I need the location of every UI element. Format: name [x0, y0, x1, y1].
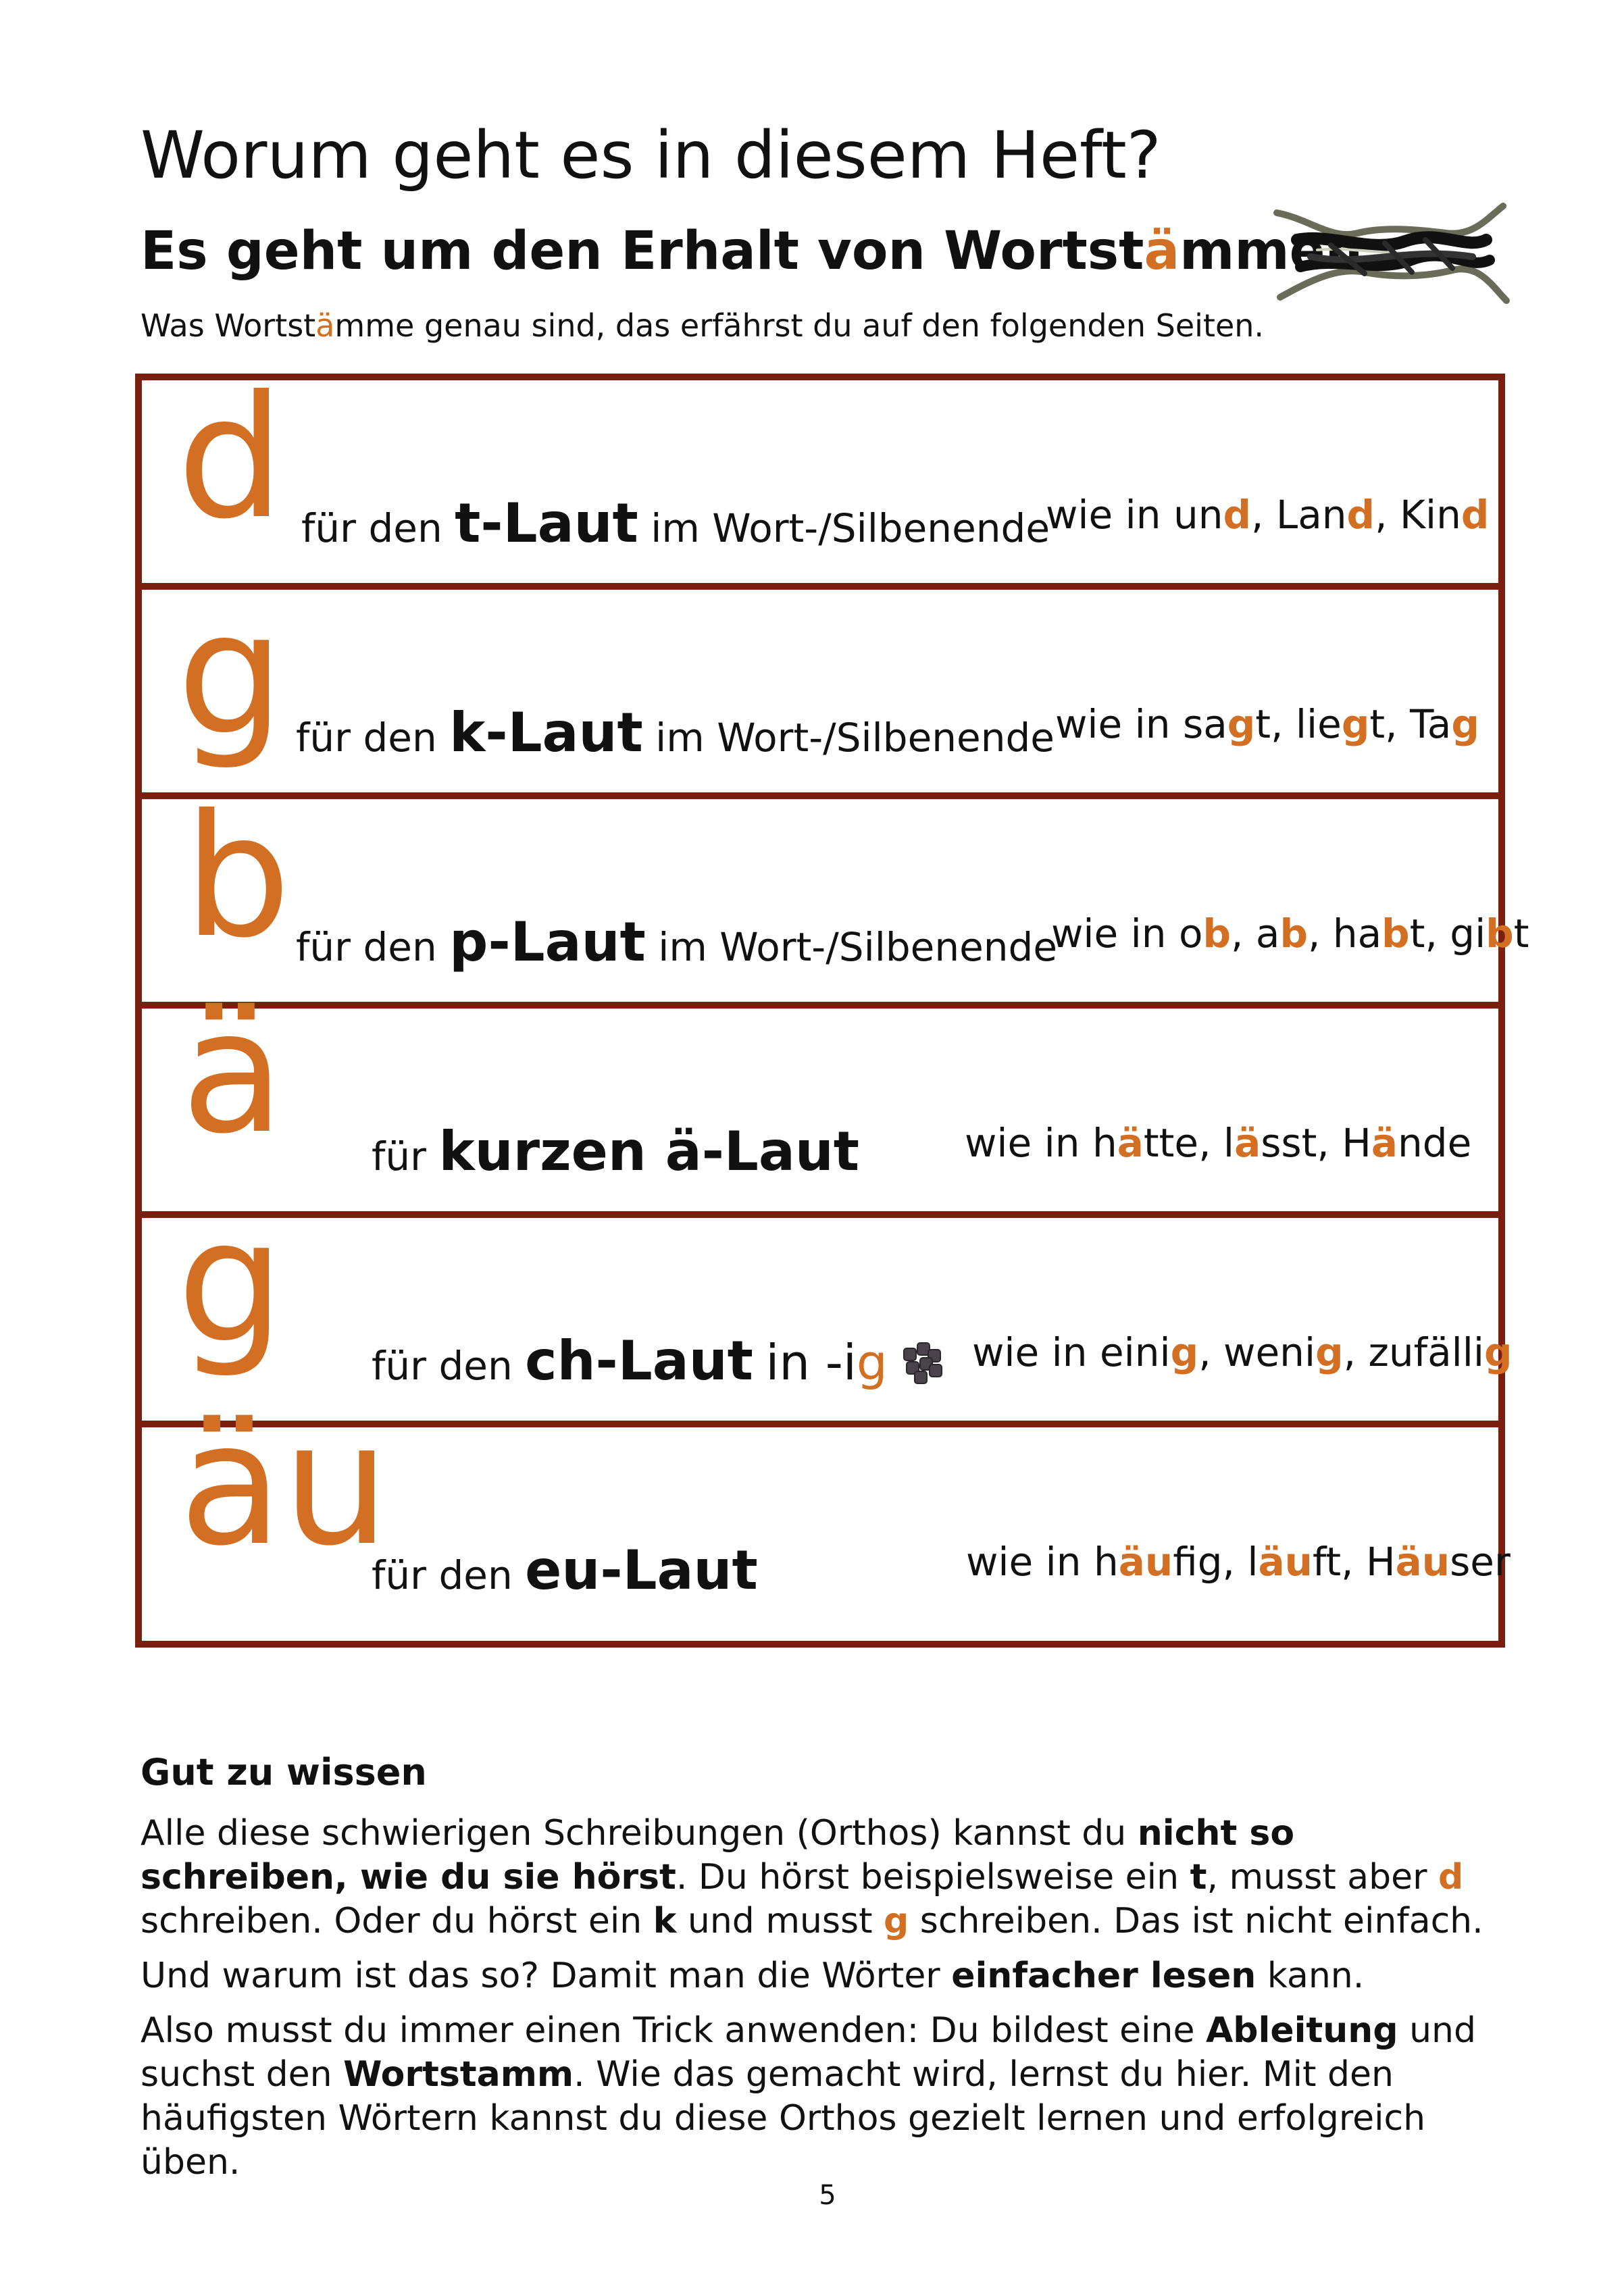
example-word-end: tte: [1143, 1120, 1199, 1166]
example-word-end: t: [1369, 701, 1386, 747]
rule-row: [142, 778, 1529, 1009]
example-word-start: , H: [1341, 1539, 1396, 1585]
example-highlight: b: [1202, 911, 1232, 957]
example-highlight: b: [1279, 911, 1308, 957]
p2-text-c: kann.: [1256, 1955, 1365, 1996]
example-highlight: äu: [1258, 1539, 1313, 1585]
rule-suffix: in -i: [765, 1334, 857, 1391]
subtitle-text-end: mmen.: [1179, 221, 1383, 282]
example-word-end: t: [1513, 911, 1529, 957]
rule-letter: ä: [181, 974, 285, 1171]
example-highlight: d: [1223, 492, 1252, 538]
p1-text-a: Alle diese schwierigen Schreibungen (Orthos) kannst du: [141, 1812, 1138, 1854]
example-highlight: ä: [1234, 1120, 1261, 1166]
p1-text-d: , musst aber: [1207, 1856, 1439, 1898]
example-highlight: d: [1461, 492, 1490, 538]
p2-text-a: Und warum ist das so? Damit man die Wörter: [141, 1955, 952, 1996]
example-word-start: , a: [1231, 911, 1280, 957]
p1-letter-g: g: [884, 1900, 909, 1941]
rule-suffix: im Wort-/Silbenende: [655, 715, 1055, 761]
rule-prefix: für den: [296, 924, 437, 970]
example-word-end: nde: [1398, 1120, 1472, 1166]
info-paragraph-2: [141, 1954, 1505, 1998]
rule-row: [142, 576, 1498, 799]
example-lead: wie in: [1046, 492, 1173, 538]
rules-table: [135, 359, 1529, 1648]
info-paragraph-3: [141, 2009, 1505, 2185]
example-lead: wie in: [966, 1539, 1094, 1585]
example-word-start: , l: [1198, 1120, 1235, 1166]
example-lead: wie in: [1055, 701, 1183, 747]
p2-bold-phrase: einfacher lesen: [951, 1955, 1257, 1996]
example-word-end: t: [1255, 701, 1271, 747]
example-highlight: g: [1451, 701, 1479, 747]
rule-description: [301, 492, 1050, 555]
example-word-start: , lie: [1271, 701, 1342, 747]
p1-letter-d: d: [1438, 1856, 1464, 1898]
subtitle-highlight: ä: [1144, 221, 1180, 282]
example-highlight: b: [1381, 911, 1410, 957]
rule-sound: k-Laut: [449, 701, 643, 764]
example-word-start: o: [1178, 911, 1203, 957]
example-word-start: , Ta: [1385, 701, 1452, 747]
example-lead: wie in: [972, 1329, 1100, 1375]
info-paragraph-1: [141, 1812, 1505, 1943]
rule-example: [972, 1329, 1513, 1375]
example-lead: wie in: [965, 1120, 1092, 1166]
example-word-start: , zufälli: [1343, 1329, 1484, 1375]
example-highlight: g: [1315, 1329, 1344, 1375]
rule-example: [965, 1120, 1471, 1166]
example-highlight: g: [1483, 1329, 1513, 1375]
p3-bold-ableitung: Ableitung: [1206, 2010, 1398, 2051]
p3-bold-wortstamm: Wortstamm: [343, 2054, 574, 2095]
p1-letter-t: t: [1190, 1856, 1207, 1898]
rule-prefix: für den: [301, 505, 442, 551]
rule-sound: kurzen ä-Laut: [438, 1120, 860, 1183]
rule-sound: ch-Laut: [525, 1329, 753, 1392]
example-highlight: g: [1227, 701, 1256, 747]
rule-example: [1055, 701, 1479, 747]
p1-text-f: und musst: [676, 1900, 884, 1941]
subtitle-text: Es geht um den Erhalt von Wortst: [141, 221, 1144, 282]
info-box: [141, 1750, 1505, 2195]
example-word-start: , H: [1317, 1120, 1371, 1166]
example-highlight: ä: [1117, 1120, 1144, 1166]
p3-text-c: und suchst den: [141, 2010, 1477, 2095]
example-highlight: äu: [1395, 1539, 1450, 1585]
intro-highlight: ä: [315, 307, 335, 344]
example-highlight: ä: [1371, 1120, 1398, 1166]
example-highlight: d: [1346, 492, 1375, 538]
rule-suffix-highlight: g: [856, 1334, 888, 1391]
example-word-start: h: [1092, 1120, 1117, 1166]
rule-description: [372, 1329, 944, 1392]
example-word-start: , Kin: [1375, 492, 1461, 538]
example-highlight: äu: [1118, 1539, 1173, 1585]
rule-description: [296, 701, 1055, 764]
rule-example: [1051, 911, 1529, 957]
rule-example: [1046, 492, 1489, 538]
rule-letter: g: [177, 576, 284, 772]
p1-text-e: schreiben. Oder du hörst ein: [141, 1900, 653, 1941]
rule-row: [142, 974, 1498, 1218]
page-number: 5: [819, 2180, 836, 2211]
rule-prefix: für den: [296, 715, 437, 761]
rule-prefix: für den: [372, 1552, 513, 1598]
example-word-start: un: [1173, 492, 1223, 538]
rule-letter: d: [177, 359, 284, 556]
rule-description: [296, 911, 1057, 973]
rule-row: [142, 1386, 1511, 1637]
page-subtitle: [141, 223, 1383, 281]
rule-letter: äu: [179, 1386, 390, 1583]
p1-text-c: . Du hörst beispielsweise ein: [676, 1856, 1190, 1898]
example-word-start: , Lan: [1251, 492, 1347, 538]
p3-text-d: . Wie das gemacht wird, lernst du hier. Mit den häufigsten Wörtern kannst du diese Orthos gezielt lernen und erfolgreich üben.: [141, 2054, 1426, 2183]
example-word-end: ft: [1312, 1539, 1342, 1585]
example-word-end: t: [1409, 911, 1425, 957]
rule-prefix: für: [372, 1134, 427, 1179]
intro-text: [141, 307, 1264, 344]
rule-sound: eu-Laut: [525, 1539, 758, 1602]
example-word-start: , ha: [1307, 911, 1382, 957]
example-word-start: sa: [1182, 701, 1227, 747]
example-word-start: , gi: [1425, 911, 1486, 957]
example-word-start: , l: [1222, 1539, 1259, 1585]
rule-row: [142, 359, 1498, 590]
rule-prefix: für den: [372, 1343, 513, 1389]
p1-bold-phrase: nicht so schreiben, wie du sie hörst: [141, 1812, 1295, 1898]
rule-description: [372, 1539, 758, 1602]
example-lead: wie in: [1051, 911, 1179, 957]
rule-letter: g: [177, 1183, 284, 1380]
tangled-wire-logo: [1270, 193, 1513, 311]
rule-letter: b: [184, 778, 291, 975]
puzzle-cube-icon: [900, 1340, 944, 1386]
rule-suffix: im Wort-/Silbenende: [658, 924, 1058, 970]
rule-suffix: im Wort-/Silbenende: [651, 505, 1050, 551]
example-word-end: sst: [1261, 1120, 1317, 1166]
example-word-start: h: [1093, 1539, 1119, 1585]
page-title: Worum geht es in diesem Heft?: [141, 118, 1161, 193]
example-word-start: , weni: [1198, 1329, 1316, 1375]
example-word-start: eini: [1099, 1329, 1171, 1375]
rule-example: [966, 1539, 1511, 1585]
example-word-end: ser: [1450, 1539, 1511, 1585]
intro-text-start: Was Wortst: [141, 307, 316, 344]
rule-sound: p-Laut: [449, 911, 646, 973]
p1-letter-k: k: [653, 1900, 677, 1941]
rule-description: [372, 1120, 859, 1183]
p1-text-g: schreiben. Das ist nicht einfach.: [909, 1900, 1483, 1941]
rule-sound: t-Laut: [455, 492, 638, 555]
example-highlight: g: [1341, 701, 1370, 747]
intro-text-end: mme genau sind, das erfährst du auf den folgenden Seiten.: [334, 307, 1265, 344]
p3-text-a: Also musst du immer einen Trick anwenden: Du bildest eine: [141, 2010, 1207, 2051]
example-word-end: fig: [1173, 1539, 1223, 1585]
info-heading: Gut zu wissen: [141, 1751, 427, 1793]
example-highlight: g: [1170, 1329, 1199, 1375]
example-highlight: b: [1486, 911, 1514, 957]
